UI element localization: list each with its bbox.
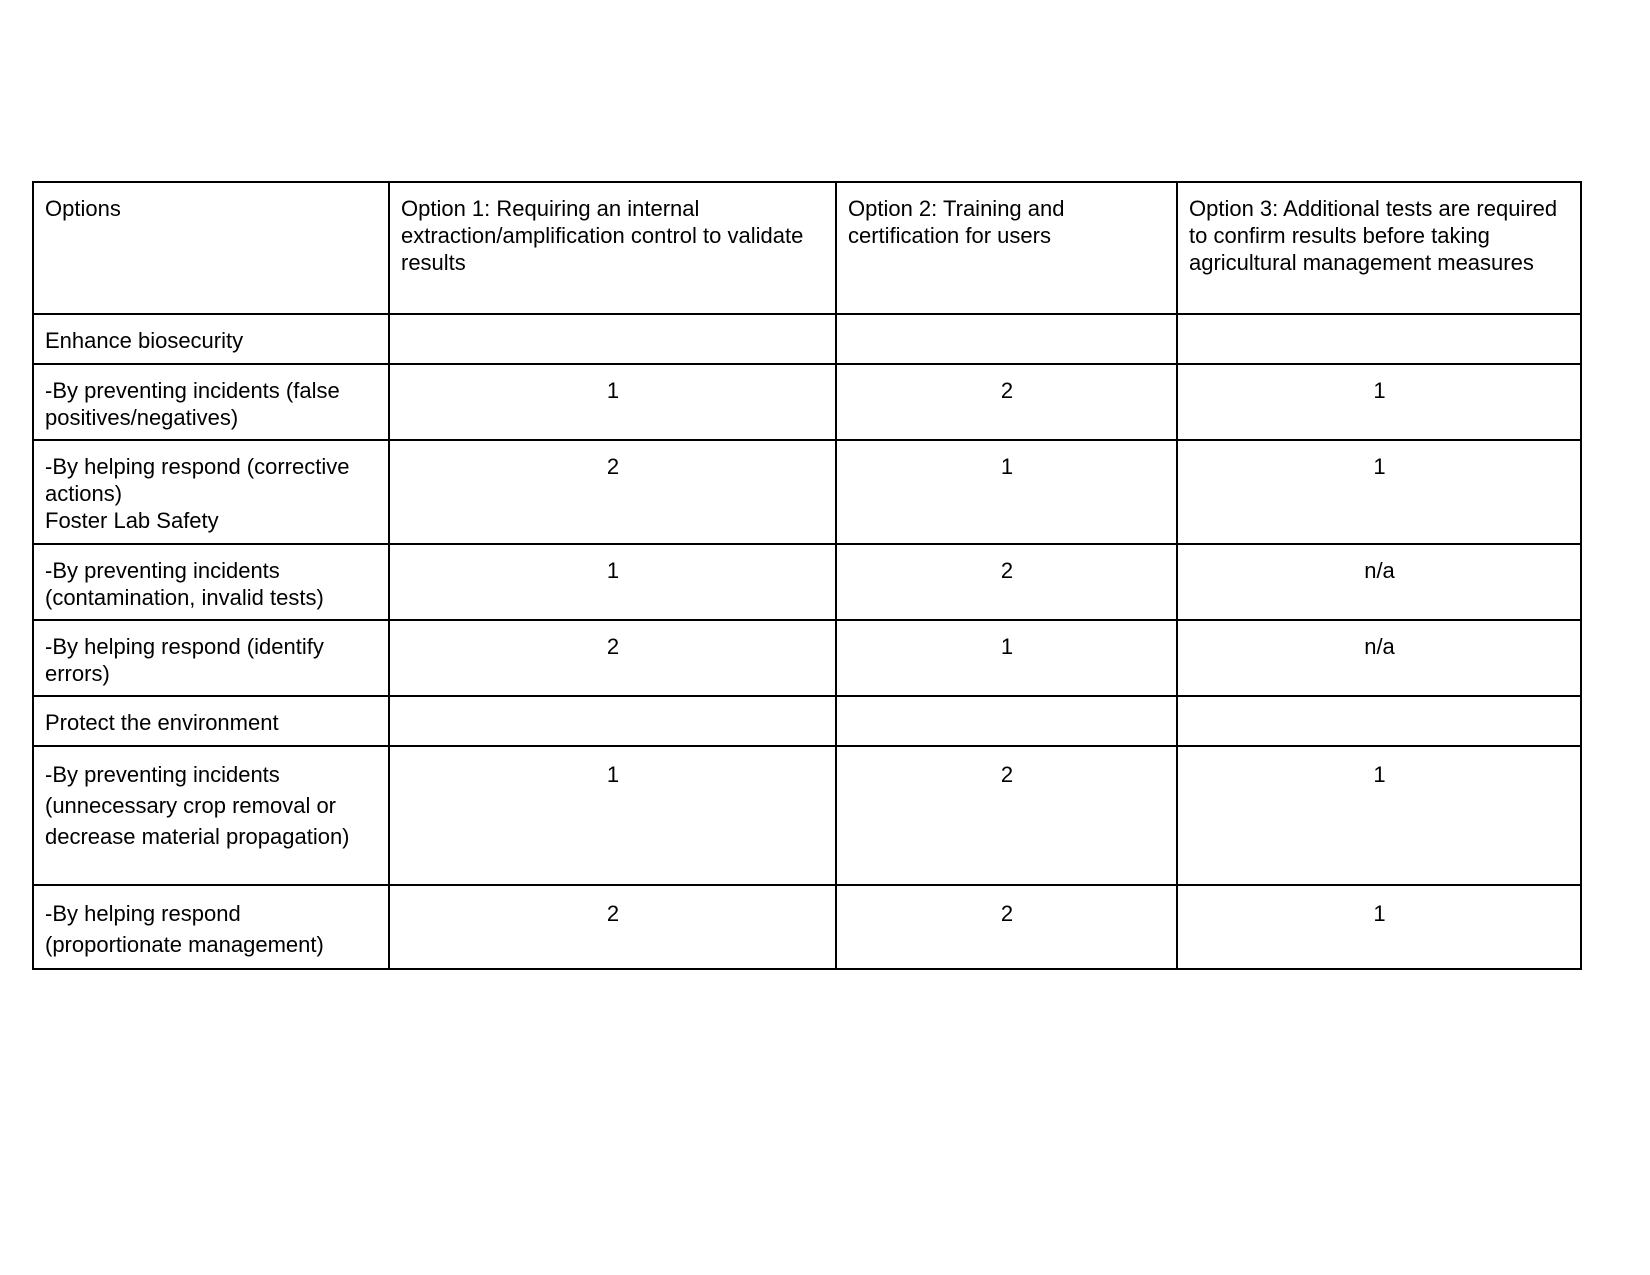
row-label: -By preventing incidents (false positives/negatives): [33, 364, 389, 440]
table-row: [33, 620, 1581, 696]
option-3-score: [1177, 314, 1581, 364]
option-3-score: 1: [1177, 364, 1581, 440]
header-option-3: Option 3: Additional tests are required to confirm results before taking agricultural management measures: [1177, 182, 1581, 314]
option-1-score: [389, 696, 836, 746]
option-2-score: 2: [836, 885, 1177, 969]
option-2-score: 1: [836, 620, 1177, 696]
table-row: [33, 885, 1581, 969]
option-1-score: 2: [389, 620, 836, 696]
option-1-score: [389, 314, 836, 364]
option-2-score: 2: [836, 364, 1177, 440]
row-label: Protect the environment: [33, 696, 389, 746]
option-2-score: 2: [836, 746, 1177, 885]
row-label: Enhance biosecurity: [33, 314, 389, 364]
option-3-score: n/a: [1177, 544, 1581, 620]
option-2-score: [836, 314, 1177, 364]
table-header-row: [33, 182, 1581, 314]
row-label: -By helping respond (proportionate management): [33, 885, 389, 969]
option-1-score: 2: [389, 440, 836, 544]
option-1-score: 2: [389, 885, 836, 969]
table-row: [33, 314, 1581, 364]
table-row: [33, 544, 1581, 620]
option-3-score: 1: [1177, 440, 1581, 544]
option-2-score: [836, 696, 1177, 746]
option-1-score: 1: [389, 364, 836, 440]
row-label: -By helping respond (corrective actions): [45, 454, 350, 506]
options-comparison-table: [32, 181, 1582, 970]
option-1-score: 1: [389, 544, 836, 620]
option-3-score: 1: [1177, 746, 1581, 885]
table-row: [33, 440, 1581, 544]
header-options: Options: [33, 182, 389, 314]
row-label: -By preventing incidents (unnecessary crop removal or decrease material propagation): [33, 746, 389, 885]
option-2-score: 1: [836, 440, 1177, 544]
table-row: [33, 696, 1581, 746]
table-row: [33, 364, 1581, 440]
option-3-score: n/a: [1177, 620, 1581, 696]
option-3-score: 1: [1177, 885, 1581, 969]
header-option-1: Option 1: Requiring an internal extraction/amplification control to validate results: [389, 182, 836, 314]
row-label: -By preventing incidents (contamination, invalid tests): [33, 544, 389, 620]
option-3-score: [1177, 696, 1581, 746]
header-option-2: Option 2: Training and certification for users: [836, 182, 1177, 314]
row-label-extra: Foster Lab Safety: [45, 508, 219, 533]
option-2-score: 2: [836, 544, 1177, 620]
row-label-cell: [33, 440, 389, 544]
row-label: -By helping respond (identify errors): [33, 620, 389, 696]
table-row: [33, 746, 1581, 885]
option-1-score: 1: [389, 746, 836, 885]
